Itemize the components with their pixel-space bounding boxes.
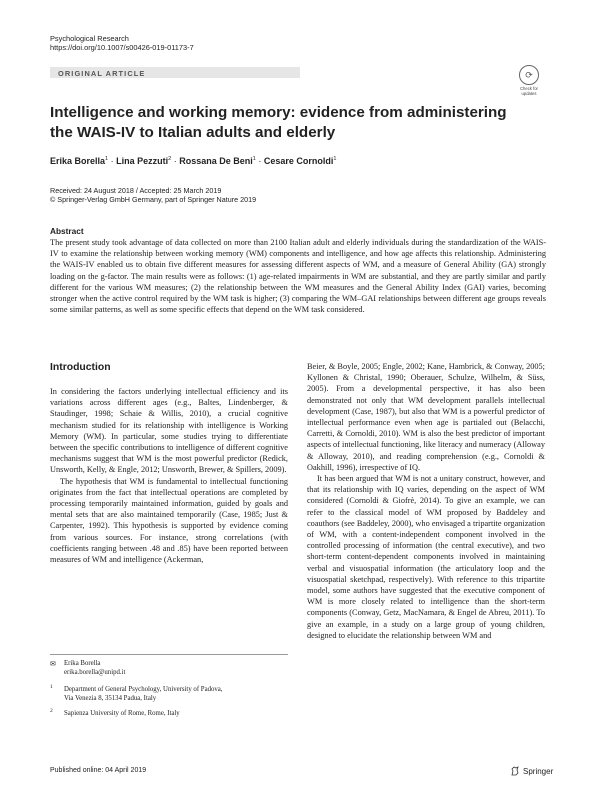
affiliation-1-line-2: Via Venezia 8, 35134 Padua, Italy	[64, 695, 157, 702]
copyright-line: © Springer-Verlag GmbH Germany, part of Springer Nature 2019	[50, 195, 257, 205]
intro-paragraph-2: The hypothesis that WM is fundamental to intellectual functioning originates from the fact that intellectual operations are completed by processing temporarily maintained information, guided by goals and mental sets that are also maintained temporarily (Case, 1985; Just & Carpenter, 1992). This hypothesis is supported by evidence coming from various sources. For instance, strong correlations (with coefficients ranging between .48 and .85) have been reported between measures of WM and intelligence (Ackerman,	[50, 476, 288, 565]
publisher-logo	[510, 766, 553, 776]
abstract-text: The present study took advantage of data collected on more than 2100 Italian adult and elderly individuals during the standardization of the WAIS-IV to examine the relationship between working memory (WM) components and intelligence, and how age affects this relationship. Administering the WAIS-IV enabled us to obtain five different measures for assessing different aspects of WM, and a measure of General Ability (GA) strongly loading on the g-factor. The main results were as follows: (1) age-related impairments in WM are substantial, and they are partly similar and partly different for the various WM measures; (2) the relationship between the WM measures and the General Ability Index (GAI) varies, becoming stronger when the active control required by the WM task is higher; (3) comparing the WM–GAI relationships between different age groups reveals some similar patterns, as well as some specific effects that depend on the WM task considered.	[50, 238, 546, 315]
intro-paragraph-4: It has been argued that WM is not a unitary construct, however, and that its relationship with IQ varies, depending on the aspect of WM considered (Cornoldi & Giofrè, 2014). To give an example, we can refer to the classical model of WM proposed by Baddeley and coauthors (see Baddeley, 2000), who envisaged a tripartite organization of WM, with a content-independent component involved in the controlled processing of information (the central executive), and two short-term content-dependent components involved in maintaining verbal and visuospatial information (the articulatory loop and the visuospatial sketchpad, respectively). With reference to this tripartite model, some authors have suggested that the executive component of WM is more closely related to intelligence than the short-term components (Conway, Getz, MacNamara, & Engel de Abreu, 2011). To give an example, in a study on a large group of young children, designed to elucidate the relationship between WM and	[307, 474, 545, 640]
affiliation-2: Sapienza University of Rome, Rome, Italy	[64, 710, 180, 717]
journal-name: Psychological Research	[50, 34, 129, 43]
intro-paragraph-1: In considering the factors underlying intellectual efficiency and its variations across different ages (e.g., Baltes, Lindenberger, & Staudinger, 1998; Schaie & Willis, 2010), a crucial cognitive mechanism studied for its relationship with intelligence is Working Memory (WM). In particular, some studies trying to differentiate between the specific contributions to intelligence of different cognitive mechanisms suggest that WM is the most powerful predictor (Redick, Unsworth, Kelly, & Engle, 2012; Unsworth, Brewer, & Spillers, 2009).	[50, 387, 288, 475]
affiliation-1-line-1: Department of General Psychology, University of Padova,	[64, 686, 223, 693]
badge-line-1: Check for	[520, 86, 538, 91]
abstract-heading: Abstract	[50, 226, 84, 236]
affiliation-1-number: 1	[50, 684, 53, 690]
footnote-divider	[50, 654, 288, 655]
article-type-label: ORIGINAL ARTICLE	[58, 68, 146, 78]
check-updates-icon: ⟳	[519, 65, 539, 85]
author-list: Erika Borella$^1$ · Lina Pezzuti$^2$ · Rossana De Beni$^1$ · Cesare Cornoldi$^1$	[50, 156, 337, 166]
contact-name: Erika Borella	[64, 660, 101, 667]
author-1[interactable]: Erika Borella$^1$	[50, 156, 109, 166]
contact-email[interactable]: erika.borella@unipd.it	[64, 669, 126, 676]
doi-link[interactable]: https://doi.org/10.1007/s00426-019-01173-7	[50, 43, 194, 52]
author-3[interactable]: Rossana De Beni$^1$	[179, 156, 256, 166]
envelope-icon: ✉	[50, 661, 56, 668]
paper-title: Intelligence and working memory: evidence from administering the WAIS-IV to Italian adults and elderly	[50, 104, 507, 141]
intro-paragraph-3: Beier, & Boyle, 2005; Engle, 2002; Kane, Hambrick, & Conway, 2005; Kyllonen & Christal, 1990; Oberauer, Schulze, Wilhelm, & Süss, 2005). From a developmental perspective, it has also been demonstrated not only that WM development parallels intellectual development (Case, 1987), but also that WM is a powerful predictor of intellectual performance even when age is partialed out (Belacchi, Carretti, & Cornoldi, 2010). WM is also the best predictor of important aspects of intellectual functioning, like literacy and numeracy (Alloway & Alloway, 2010), and reading comprehension (e.g., Cornoldi & Oakhill, 1996), irrespective of IQ.	[307, 362, 545, 472]
springer-horse-icon	[510, 766, 520, 776]
article-dates	[50, 186, 256, 205]
check-for-updates-badge[interactable]	[513, 64, 545, 96]
author-2[interactable]: Lina Pezzuti$^2$	[116, 156, 172, 166]
publisher-name: Springer	[523, 766, 554, 776]
right-column	[307, 361, 545, 641]
article-type-band	[50, 67, 300, 78]
affiliation-2-number: 2	[50, 708, 53, 714]
badge-line-2: updates	[521, 91, 537, 96]
received-accepted: Received: 24 August 2018 / Accepted: 25 March 2019	[50, 186, 222, 195]
introduction-heading: Introduction	[50, 362, 111, 373]
left-column	[50, 386, 288, 565]
author-4[interactable]: Cesare Cornoldi$^1$	[263, 156, 337, 166]
published-online: Published online: 04 April 2019	[50, 767, 147, 774]
